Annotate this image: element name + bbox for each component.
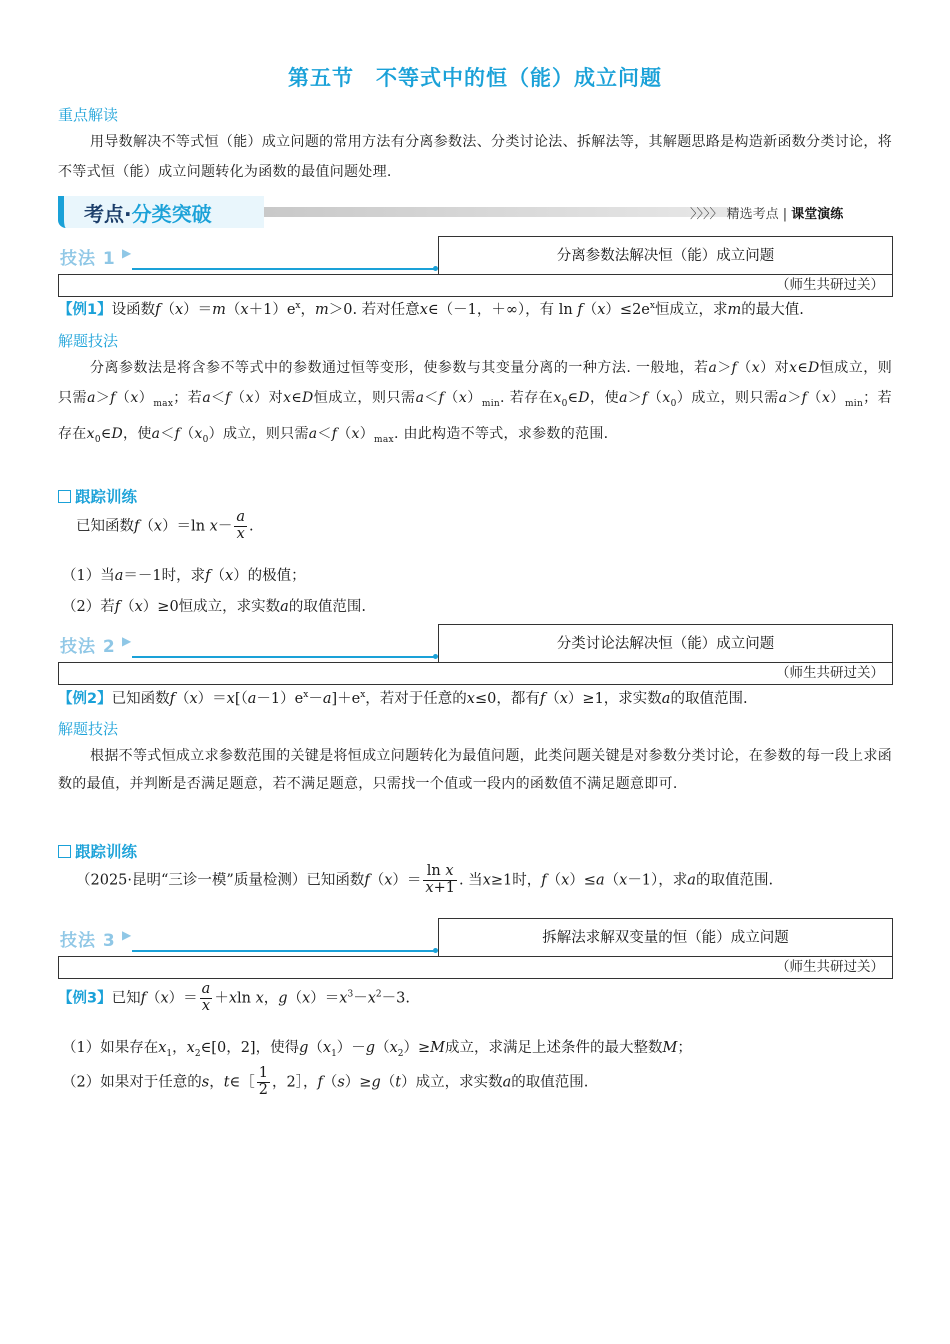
method-heading-2: 解题技法 xyxy=(58,720,119,738)
section-banner xyxy=(58,194,892,230)
track-1-q2: （2）若f（x）≥0恒成立，求实数a的取值范围. xyxy=(62,599,366,615)
technique-2-line xyxy=(132,656,436,658)
technique-2-note: （师生共研过关） xyxy=(58,662,893,685)
technique-3-label: 技法 3 xyxy=(60,931,116,951)
banner-subtitle: 〉〉〉〉 精选考点 | 课堂演练 xyxy=(690,207,844,222)
banner-bar xyxy=(254,207,738,217)
technique-1-label: 技法 1 xyxy=(60,249,116,269)
banner-title: 考点·分类突破 xyxy=(84,202,212,226)
example-2: 【例2】已知函数$f(x)=x[(a-1)e^x-a]+e^x$，若对于任意的x≤0，都有f（x）≥1，求实数a的取值范围. xyxy=(58,690,748,707)
track-1-stem: 已知函数f（x）＝ln x－ $\frac{a}{x}$ . xyxy=(76,509,254,542)
example-3-q1: （1）如果存在$x_1$，$x_2\in[0$，2]，使得$g(x_1)-g(x_2)\ge M$成立，求满足上述条件的最大整数M； xyxy=(62,1040,692,1059)
technique-1-note: （师生共研过关） xyxy=(58,274,893,297)
method-heading-1: 解题技法 xyxy=(58,332,119,350)
key-reading-text: 用导数解决不等式恒（能）成立问题的常用方法有分离参数法、分类讨论法、拆解法等，其解题思路是构造新函数分类讨论，将不等式恒（能）成立问题转化为函数的最值问题处理. xyxy=(58,134,892,180)
track-2-stem: （2025·昆明“三诊一模”质量检测）已知函数f（x）＝ $\frac{\text{ln x}}{x+1}$ . 当x≥1时，f（x）≤a（x－1），求a的取值范围. xyxy=(76,863,774,896)
technique-3-box: 拆解法求解双变量的恒（能）成立问题 xyxy=(438,918,893,957)
checkbox-square-icon xyxy=(58,490,71,503)
track-heading-1: 跟踪训练 xyxy=(58,485,137,507)
example-3: 【例3】已知f（x）＝ $\frac{a}{x}$ ＋xln x，$g(x)=x^3-x^2-3$. xyxy=(58,981,410,1014)
technique-1-box: 分离参数法解决恒（能）成立问题 xyxy=(438,236,893,275)
track-heading-2: 跟踪训练 xyxy=(58,840,137,862)
checkbox-square-icon xyxy=(58,845,71,858)
technique-3-line xyxy=(132,950,436,952)
method-text-2: 根据不等式恒成立求参数范围的关键是将恒成立问题转化为最值问题，此类问题关键是对参数分类讨论，在参数的每一段上求函数的最值，并判断是否满足题意，若不满足题意，只需找一个值或一段内的函数值不满足题意即可. xyxy=(58,748,892,792)
key-reading-heading: 重点解读 xyxy=(58,106,119,124)
technique-1-line xyxy=(132,268,436,270)
technique-3-note: （师生共研过关） xyxy=(58,956,893,979)
method-text-1: 分离参数法是将含参不等式中的参数通过恒等变形，使参数与其变量分离的一种方法. 一般地，若a＞f（x）对x∈D恒成立，则只需$a>f(x)_{max}$；若a＜f（x）对x∈D恒成立，则只需$a<f(x)_{min}$. 若存在$x_0\in D$，使$a>f(x_0)$成立，则只需$a>f(x)_{min}$；若存在$x_0\in D$，使$a<f(x_0)$成立，则只需$a<f(x)_{max}$. 由此构造不等式，求参数的范围. xyxy=(58,360,892,445)
technique-2-label: 技法 2 xyxy=(60,637,116,657)
arrow-right-icon: ▶ xyxy=(122,634,132,648)
arrow-right-icon: ▶ xyxy=(122,928,132,942)
technique-2-box: 分类讨论法解决恒（能）成立问题 xyxy=(438,624,893,663)
example-3-q2: （2）如果对于任意的s，t∈［ $\frac{1}{2}$ ，2］，f（s）≥g（t）成立，求实数a的取值范围. xyxy=(62,1065,589,1098)
page-title: 第五节 不等式中的恒（能）成立问题 xyxy=(288,66,662,90)
arrow-right-icon: ▶ xyxy=(122,246,132,260)
track-1-q1: （1）当a＝－1时，求f（x）的极值； xyxy=(62,568,306,584)
example-1: 【例1】设函数$f(x)=m(x+1)e^x$，m＞0. 若对任意x∈（－1，＋∞），有 $\ln f(x)\le 2e^x$恒成立，求m的最大值. xyxy=(58,301,804,318)
